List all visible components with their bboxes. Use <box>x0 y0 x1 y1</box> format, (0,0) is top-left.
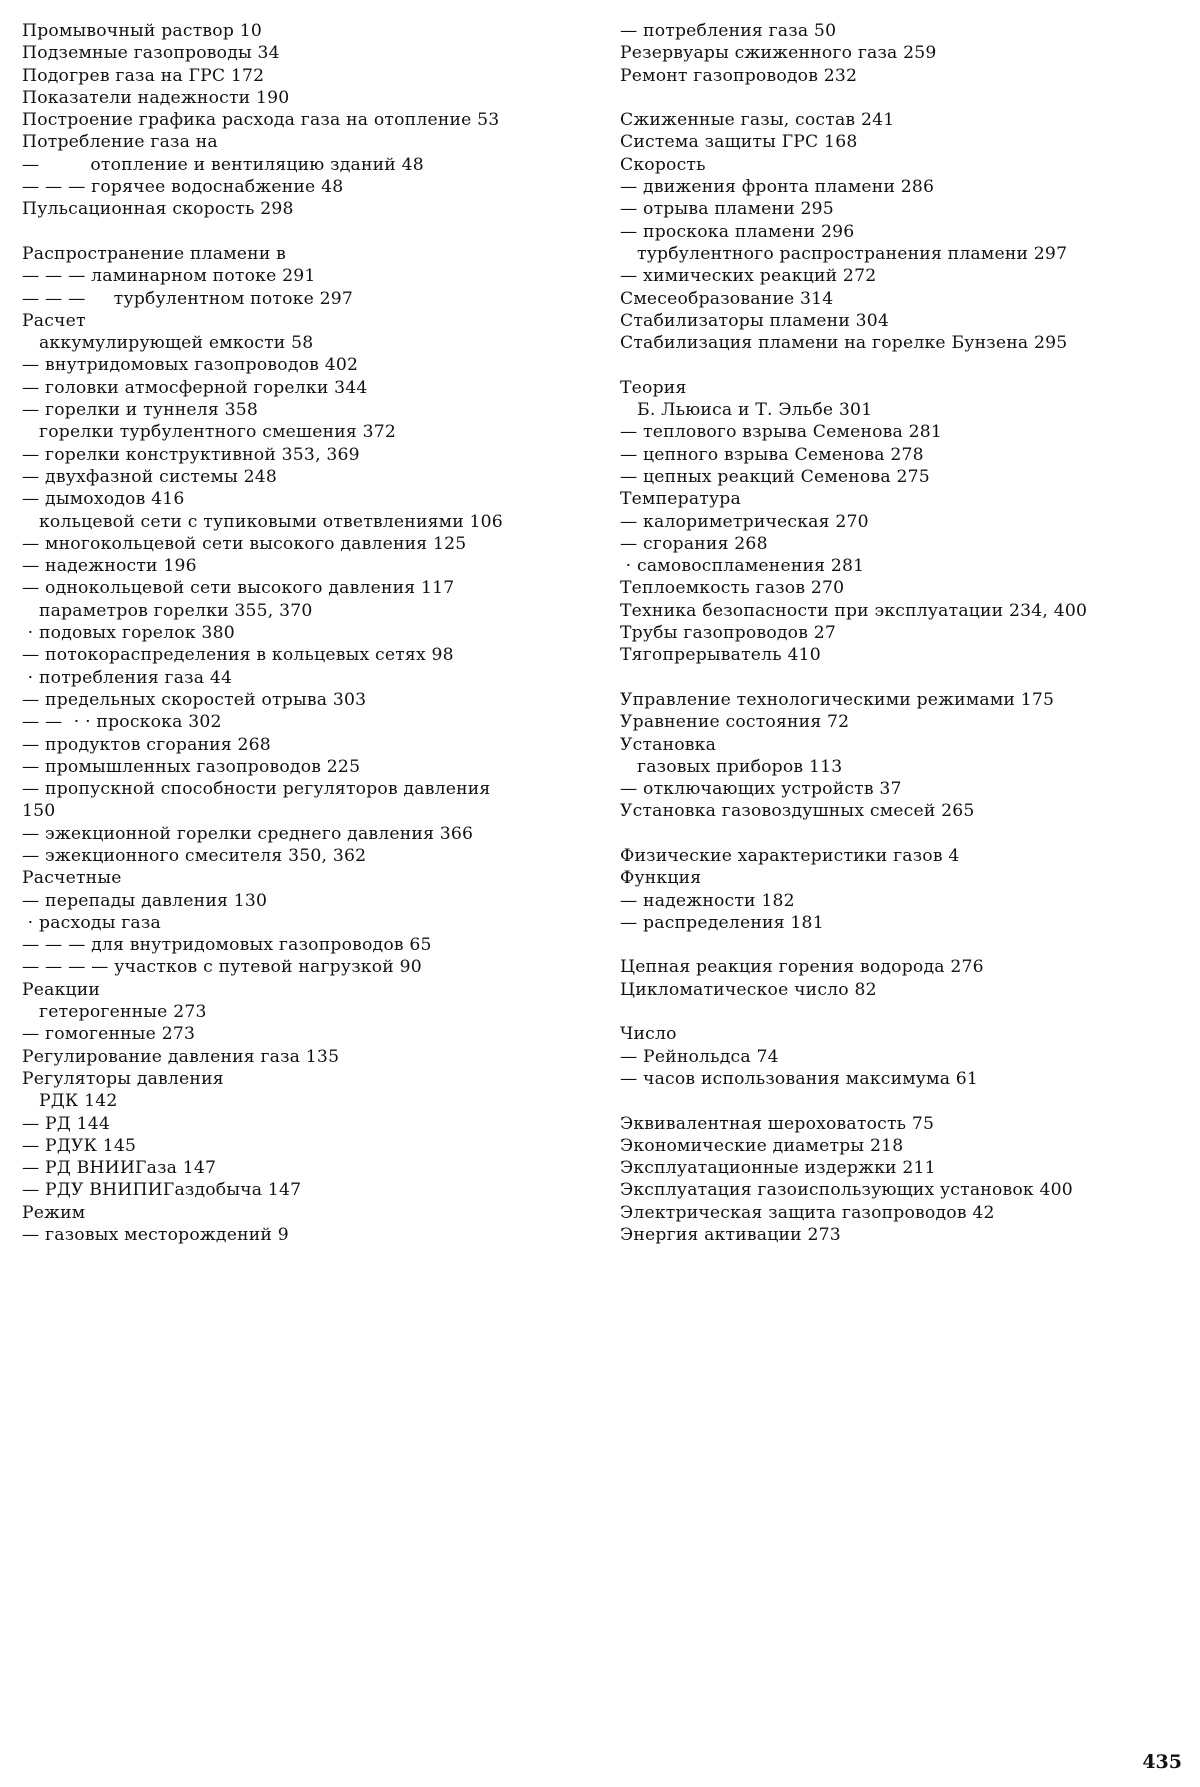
index-entry: Тягопрерыватель 410 <box>620 645 821 666</box>
index-entry: · расходы газа <box>22 912 161 933</box>
index-entry: — РД ВНИИГаза 147 <box>22 1158 217 1179</box>
index-entry: — внутридомовых газопроводов 402 <box>22 355 359 376</box>
index-entry: Регуляторы давления <box>22 1068 224 1089</box>
index-entry: аккумулирующей емкости 58 <box>22 333 314 354</box>
index-gap <box>620 1001 1185 1023</box>
index-gap <box>620 87 1185 109</box>
index-entry: — перепады давления 130 <box>22 890 268 911</box>
index-entry: Число <box>620 1024 677 1045</box>
index-entry: — дымоходов 416 <box>22 489 185 510</box>
index-entry: Подогрев газа на ГРС 172 <box>22 65 265 86</box>
index-entry: — надежности 182 <box>620 890 795 911</box>
index-entry: — — · · проскока 302 <box>22 712 222 733</box>
index-entry: — — — турбулентном потоке 297 <box>22 288 354 309</box>
index-entry: Смесеобразование 314 <box>620 288 834 309</box>
index-entry: Физические характеристики газов 4 <box>620 845 960 866</box>
index-entry: Подземные газопроводы 34 <box>22 43 280 64</box>
index-gap <box>620 354 1185 376</box>
index-entry: Управление технологическими режимами 175 <box>620 689 1055 710</box>
index-entry: Установка <box>620 734 717 755</box>
index-entry: Температура <box>620 489 741 510</box>
index-gap <box>620 934 1185 956</box>
index-entry: — цепного взрыва Семенова 278 <box>620 444 924 465</box>
index-entry: турбулентного распространения пламени 297 <box>620 243 1068 264</box>
index-entry: — многокольцевой сети высокого давления 125 <box>22 533 467 554</box>
index-entry: — головки атмосферной горелки 344 <box>22 377 368 398</box>
index-entry: Цикломатическое число 82 <box>620 979 877 1000</box>
index-entry: — потребления газа 50 <box>620 21 837 41</box>
index-entry: Регулирование давления газа 135 <box>22 1046 340 1067</box>
index-entry: — отопление и вентиляцию зданий 48 <box>22 154 424 175</box>
index-entry: · подовых горелок 380 <box>22 623 235 644</box>
index-entry: Эквивалентная шероховатость 75 <box>620 1113 935 1134</box>
index-entry: — горелки конструктивной 353, 369 <box>22 444 360 465</box>
index-entry: Экономические диаметры 218 <box>620 1135 904 1156</box>
index-entry: — — — ламинарном потоке 291 <box>22 266 316 287</box>
index-entry: 150 <box>22 801 56 822</box>
index-entry: — теплового взрыва Семенова 281 <box>620 422 943 443</box>
index-entry: Пульсационная скорость 298 <box>22 199 294 220</box>
index-entry: Эксплуатация газоиспользующих установок 400 <box>620 1180 1073 1201</box>
index-column-left <box>22 20 587 1246</box>
page-number: 435 <box>1142 1751 1182 1773</box>
index-entry: — предельных скоростей отрыва 303 <box>22 689 367 710</box>
index-entry: Функция <box>620 868 702 889</box>
index-gap <box>620 823 1185 845</box>
index-entry: Теплоемкость газов 270 <box>620 578 845 599</box>
index-entry: — горелки и туннеля 358 <box>22 400 259 421</box>
index-entry: Показатели надежности 190 <box>22 87 290 108</box>
index-entry: — промышленных газопроводов 225 <box>22 756 361 777</box>
index-entry: · потребления газа 44 <box>22 667 233 688</box>
index-entry: Теория <box>620 377 687 398</box>
index-entry: Техника безопасности при эксплуатации 234, 400 <box>620 600 1088 621</box>
index-entry: — сгорания 268 <box>620 533 768 554</box>
index-entry: Эксплуатационные издержки 211 <box>620 1158 936 1179</box>
index-column-right <box>620 20 1185 1246</box>
index-entry: Распространение пламени в <box>22 243 287 264</box>
index-entry: Стабилизаторы пламени 304 <box>620 310 890 331</box>
index-entry: — потокораспределения в кольцевых сетях 98 <box>22 645 454 666</box>
index-entry: Потребление газа на <box>22 132 218 153</box>
index-entry: Энергия активации 273 <box>620 1225 841 1246</box>
index-entry: — однокольцевой сети высокого давления 117 <box>22 578 455 599</box>
index-entry: Резервуары сжиженного газа 259 <box>620 43 937 64</box>
index-entry: — химических реакций 272 <box>620 266 877 287</box>
index-entry: — газовых месторождений 9 <box>22 1225 289 1246</box>
index-entry: Система защиты ГРС 168 <box>620 132 858 153</box>
index-entry: кольцевой сети с тупиковыми ответвлениями 106 <box>22 511 503 532</box>
index-entry: — надежности 196 <box>22 556 197 577</box>
index-entry: Расчетные <box>22 868 122 889</box>
index-entry: Трубы газопроводов 27 <box>620 623 837 644</box>
index-entry: Реакции <box>22 979 101 1000</box>
index-entry: — пропускной способности регуляторов давления <box>22 779 491 800</box>
index-entry: параметров горелки 355, 370 <box>22 600 313 621</box>
index-entry: · самовоспламенения 281 <box>620 556 865 577</box>
index-entry: Расчет <box>22 310 86 331</box>
index-entry: — — — — участков с путевой нагрузкой 90 <box>22 957 422 978</box>
index-entry: Построение графика расхода газа на отопление 53 <box>22 110 500 131</box>
index-entry: Сжиженные газы, состав 241 <box>620 110 895 131</box>
index-entry: Ремонт газопроводов 232 <box>620 65 858 86</box>
index-gap <box>22 221 587 243</box>
index-entry: Промывочный раствор 10 <box>22 21 262 41</box>
index-gap <box>620 667 1185 689</box>
index-entry: — цепных реакций Семенова 275 <box>620 466 930 487</box>
index-entry: — распределения 181 <box>620 912 824 933</box>
index-entry: — эжекционной горелки среднего давления 366 <box>22 823 474 844</box>
index-entry: — двухфазной системы 248 <box>22 466 278 487</box>
index-entry: — РДУ ВНИПИГаздобыча 147 <box>22 1180 302 1201</box>
index-entry: — часов использования максимума 61 <box>620 1068 979 1089</box>
index-entry: — — — для внутридомовых газопроводов 65 <box>22 935 432 956</box>
index-entry: горелки турбулентного смешения 372 <box>22 422 396 443</box>
index-entry: — отключающих устройств 37 <box>620 779 902 800</box>
index-entry: Скорость <box>620 154 706 175</box>
index-entry: — Рейнольдса 74 <box>620 1046 779 1067</box>
index-entry: — калориметрическая 270 <box>620 511 869 532</box>
index-gap <box>620 1090 1185 1112</box>
index-entry: Б. Льюиса и Т. Эльбе 301 <box>620 400 873 421</box>
index-entry: — проскока пламени 296 <box>620 221 855 242</box>
index-entry: гетерогенные 273 <box>22 1002 207 1023</box>
index-entry: — гомогенные 273 <box>22 1024 196 1045</box>
index-entry: — продуктов сгорания 268 <box>22 734 271 755</box>
index-entry: Уравнение состояния 72 <box>620 712 850 733</box>
index-entry: — — — горячее водоснабжение 48 <box>22 177 344 198</box>
index-entry: Режим <box>22 1202 86 1223</box>
index-entry: Стабилизация пламени на горелке Бунзена 295 <box>620 333 1068 354</box>
index-entry: Цепная реакция горения водорода 276 <box>620 957 984 978</box>
index-entry: — РД 144 <box>22 1113 111 1134</box>
index-entry: — отрыва пламени 295 <box>620 199 834 220</box>
index-entry: газовых приборов 113 <box>620 756 843 777</box>
index-entry: Установка газовоздушных смесей 265 <box>620 801 975 822</box>
index-entry: Электрическая защита газопроводов 42 <box>620 1202 995 1223</box>
index-entry: РДК 142 <box>22 1091 118 1112</box>
index-entry: — эжекционного смесителя 350, 362 <box>22 845 367 866</box>
index-entry: — РДУК 145 <box>22 1135 137 1156</box>
index-entry: — движения фронта пламени 286 <box>620 177 935 198</box>
